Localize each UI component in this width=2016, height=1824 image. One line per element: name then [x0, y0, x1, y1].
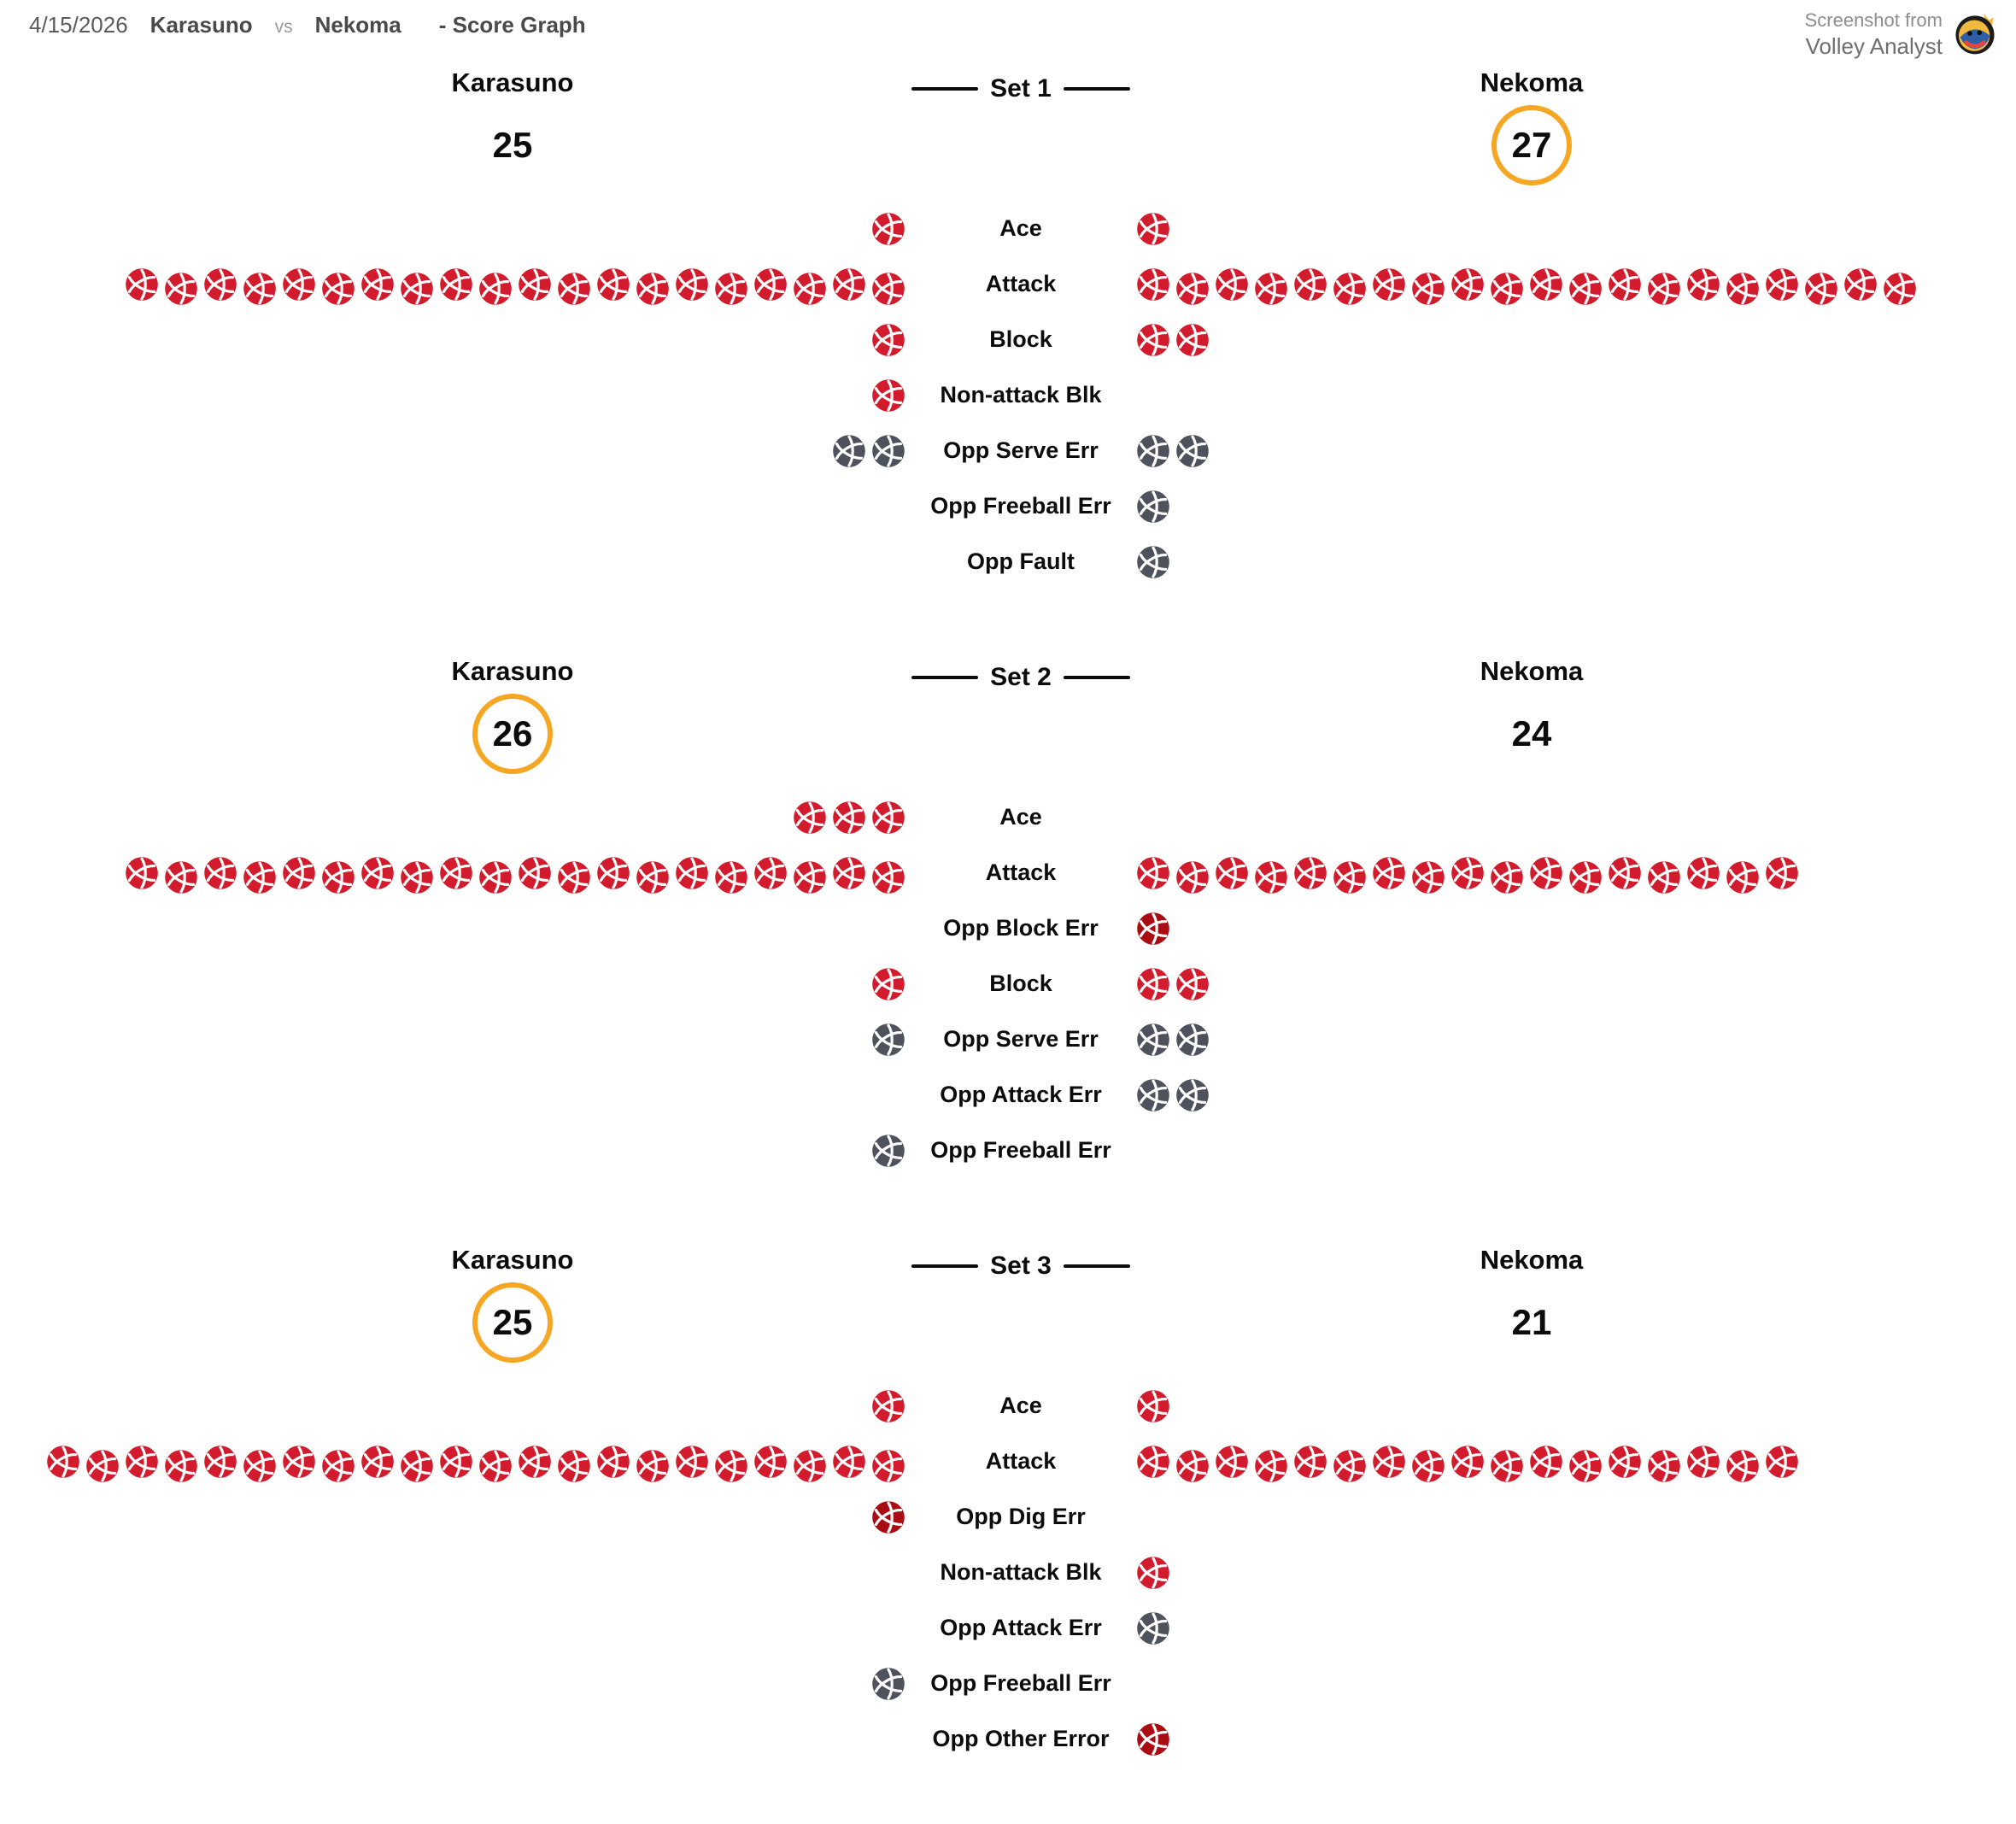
away-balls — [1136, 267, 1999, 302]
away-team-block — [1100, 1245, 1963, 1363]
volleyball-icon — [282, 1445, 316, 1479]
volleyball-icon — [871, 378, 905, 413]
volleyball-icon — [1175, 323, 1210, 357]
volleyball-icon — [400, 272, 434, 306]
stat-row — [17, 1656, 1999, 1711]
volleyball-icon — [871, 1449, 905, 1483]
volleyball-icon — [1136, 1445, 1170, 1479]
volleyball-icon — [1529, 1445, 1563, 1479]
set-header — [17, 656, 1999, 774]
watermark-line2: Volley Analyst — [1805, 32, 1943, 59]
stat-row — [17, 1067, 1999, 1123]
stat-label: Non-attack Blk — [940, 382, 1102, 408]
away-team-score-winner: 27 — [1491, 105, 1572, 185]
home-balls — [17, 212, 905, 246]
away-balls — [1136, 1389, 1999, 1423]
volleyball-icon — [596, 267, 630, 302]
volleyball-icon — [203, 1445, 237, 1479]
volleyball-icon — [832, 267, 866, 302]
volleyball-icon — [1372, 856, 1406, 890]
volleyball-icon — [1215, 856, 1249, 890]
volleyball-icon — [793, 801, 827, 835]
stat-rows — [17, 201, 1999, 589]
volleyball-icon — [1254, 272, 1288, 306]
away-team-score: 24 — [1511, 713, 1552, 754]
volleyball-icon — [871, 434, 905, 468]
volleyball-icon — [1293, 1445, 1327, 1479]
away-balls — [1136, 912, 1999, 946]
volleyball-icon — [1686, 1445, 1720, 1479]
away-balls — [1136, 212, 1999, 246]
header-home-team: Karasuno — [149, 12, 253, 38]
volleyball-icon — [400, 1449, 434, 1483]
stat-row — [17, 534, 1999, 589]
volleyball-icon — [125, 1445, 159, 1479]
stat-label: Ace — [999, 215, 1042, 241]
stat-row — [17, 256, 1999, 312]
volleyball-icon — [1136, 545, 1170, 579]
volleyball-icon — [675, 1445, 709, 1479]
volleyball-icon — [1765, 856, 1799, 890]
volleyball-icon — [557, 1449, 591, 1483]
stat-row — [17, 789, 1999, 845]
home-balls — [17, 267, 905, 302]
volleyball-icon — [518, 267, 552, 302]
volleyball-icon — [832, 801, 866, 835]
home-balls — [17, 1389, 905, 1423]
stat-row — [17, 900, 1999, 956]
volleyball-icon — [1568, 1449, 1603, 1483]
volleyball-icon — [636, 1449, 670, 1483]
away-team-score: 21 — [1511, 1302, 1552, 1342]
volleyball-icon — [1293, 856, 1327, 890]
stat-row — [17, 1600, 1999, 1656]
volleyball-icon — [400, 860, 434, 894]
home-balls — [17, 967, 905, 1001]
volleyball-icon — [1490, 1449, 1524, 1483]
volleyball-icon — [793, 860, 827, 894]
volleyball-icon — [203, 856, 237, 890]
vs-label: vs — [274, 17, 293, 37]
volleyball-icon — [1333, 1449, 1367, 1483]
volleyball-icon — [1804, 272, 1838, 306]
volleyball-icon — [518, 1445, 552, 1479]
volleyball-icon — [1175, 860, 1210, 894]
volleyball-icon — [596, 1445, 630, 1479]
volleyball-icon — [596, 856, 630, 890]
set-section — [17, 1245, 1999, 1767]
home-team-name: Karasuno — [451, 656, 574, 686]
volleyball-icon — [125, 267, 159, 302]
volleyball-icon — [518, 856, 552, 890]
stat-label: Attack — [985, 271, 1057, 296]
home-balls — [17, 378, 905, 413]
stat-row — [17, 845, 1999, 900]
volleyball-icon — [1333, 860, 1367, 894]
volleyball-icon — [1686, 267, 1720, 302]
stat-label: Block — [989, 971, 1052, 996]
home-team-score: 25 — [492, 125, 533, 165]
home-balls — [17, 434, 905, 468]
volleyball-icon — [1765, 267, 1799, 302]
stat-label: Opp Serve Err — [943, 1026, 1099, 1052]
volleyball-icon — [282, 856, 316, 890]
home-team-score-winner: 25 — [472, 1282, 553, 1363]
away-balls — [1136, 545, 1999, 579]
volleyball-icon — [1136, 1078, 1170, 1112]
volleyball-icon — [203, 267, 237, 302]
volleyball-icon — [360, 856, 395, 890]
volleyball-icon — [1608, 1445, 1642, 1479]
volleyball-icon — [1372, 1445, 1406, 1479]
stat-label: Opp Fault — [967, 548, 1075, 574]
volleyball-icon — [557, 860, 591, 894]
set-label-text: Set 1 — [990, 74, 1052, 103]
volleyball-icon — [636, 860, 670, 894]
volleyball-icon — [1843, 267, 1878, 302]
volleyball-icon — [1136, 1611, 1170, 1645]
match-date: 4/15/2026 — [29, 12, 128, 38]
away-team-name: Nekoma — [1480, 656, 1584, 686]
away-balls — [1136, 323, 1999, 357]
volleyball-icon — [871, 1023, 905, 1057]
stat-row — [17, 312, 1999, 367]
stat-row — [17, 1434, 1999, 1489]
volleyball-icon — [1136, 1023, 1170, 1057]
volleyball-icon — [1529, 856, 1563, 890]
volley-analyst-logo-icon — [1953, 12, 1997, 56]
volleyball-icon — [1254, 860, 1288, 894]
volleyball-icon — [714, 1449, 748, 1483]
home-balls — [17, 1667, 905, 1701]
stat-label: Opp Freeball Err — [930, 1670, 1111, 1696]
stat-label: Ace — [999, 1393, 1042, 1418]
home-team-score-winner: 26 — [472, 694, 553, 774]
stat-row — [17, 1378, 1999, 1434]
volleyball-icon — [1175, 1023, 1210, 1057]
volleyball-icon — [125, 856, 159, 890]
volleyball-icon — [1411, 860, 1445, 894]
stat-row — [17, 956, 1999, 1012]
volleyball-icon — [1136, 323, 1170, 357]
away-balls — [1136, 856, 1999, 890]
away-balls — [1136, 1611, 1999, 1645]
volleyball-icon — [675, 856, 709, 890]
stat-rows — [17, 1378, 1999, 1767]
volleyball-icon — [1883, 272, 1917, 306]
stat-rows — [17, 789, 1999, 1178]
volleyball-icon — [1490, 272, 1524, 306]
volleyball-icon — [832, 856, 866, 890]
volleyball-icon — [360, 1445, 395, 1479]
volleyball-icon — [1215, 1445, 1249, 1479]
volleyball-icon — [1136, 912, 1170, 946]
volleyball-icon — [1175, 434, 1210, 468]
volleyball-icon — [871, 1134, 905, 1168]
set-label-text: Set 3 — [990, 1252, 1052, 1280]
set-section — [17, 67, 1999, 589]
volleyball-icon — [243, 272, 277, 306]
volleyball-icon — [1175, 272, 1210, 306]
volleyball-icon — [1450, 856, 1485, 890]
volleyball-icon — [871, 860, 905, 894]
stat-row — [17, 201, 1999, 256]
volleyball-icon — [1136, 967, 1170, 1001]
volleyball-icon — [1608, 267, 1642, 302]
volleyball-icon — [1686, 856, 1720, 890]
volleyball-icon — [1450, 267, 1485, 302]
volleyball-icon — [871, 1500, 905, 1534]
stat-label: Opp Dig Err — [956, 1504, 1086, 1529]
home-balls — [17, 323, 905, 357]
volleyball-icon — [1450, 1445, 1485, 1479]
volleyball-icon — [1175, 967, 1210, 1001]
stat-row — [17, 1711, 1999, 1767]
set-header — [17, 1245, 1999, 1363]
home-balls — [17, 801, 905, 835]
stat-row — [17, 1489, 1999, 1545]
sets-container — [17, 67, 1999, 1767]
home-balls — [17, 1134, 905, 1168]
home-balls — [17, 856, 905, 890]
stat-label: Ace — [999, 804, 1042, 830]
away-balls — [1136, 1078, 1999, 1112]
volleyball-icon — [164, 272, 198, 306]
stat-row — [17, 423, 1999, 478]
away-team-block — [1100, 656, 1963, 774]
volleyball-icon — [1490, 860, 1524, 894]
stat-row — [17, 367, 1999, 423]
volleyball-icon — [832, 1445, 866, 1479]
set-header — [17, 67, 1999, 185]
volleyball-icon — [871, 967, 905, 1001]
volleyball-icon — [164, 860, 198, 894]
volleyball-icon — [1568, 860, 1603, 894]
volleyball-icon — [321, 860, 355, 894]
volleyball-icon — [164, 1449, 198, 1483]
home-balls — [17, 1500, 905, 1534]
away-balls — [1136, 1722, 1999, 1757]
stat-label: Opp Freeball Err — [930, 493, 1111, 519]
volleyball-icon — [243, 1449, 277, 1483]
volleyball-icon — [832, 434, 866, 468]
stat-label: Opp Freeball Err — [930, 1137, 1111, 1163]
volleyball-icon — [1136, 1722, 1170, 1757]
away-team-name: Nekoma — [1480, 67, 1584, 97]
volleyball-icon — [321, 1449, 355, 1483]
volleyball-icon — [793, 272, 827, 306]
volleyball-icon — [1293, 267, 1327, 302]
volleyball-icon — [1175, 1078, 1210, 1112]
volleyball-icon — [1136, 267, 1170, 302]
stat-label: Opp Other Error — [932, 1726, 1110, 1751]
watermark — [1805, 9, 1997, 60]
volleyball-icon — [714, 272, 748, 306]
set-label-text: Set 2 — [990, 663, 1052, 691]
stat-label: Opp Block Err — [943, 915, 1099, 941]
volleyball-icon — [871, 1667, 905, 1701]
volleyball-icon — [1726, 1449, 1760, 1483]
volleyball-icon — [871, 1389, 905, 1423]
away-balls — [1136, 490, 1999, 524]
stat-label: Opp Attack Err — [940, 1615, 1102, 1640]
volleyball-icon — [636, 272, 670, 306]
volleyball-icon — [1726, 860, 1760, 894]
volleyball-icon — [1647, 860, 1681, 894]
volleyball-icon — [1372, 267, 1406, 302]
stat-row — [17, 1012, 1999, 1067]
home-team-block — [68, 656, 957, 774]
volleyball-icon — [1136, 1556, 1170, 1590]
volleyball-icon — [1136, 856, 1170, 890]
home-team-name: Karasuno — [451, 67, 574, 97]
volleyball-icon — [439, 856, 473, 890]
volleyball-icon — [871, 212, 905, 246]
volleyball-icon — [871, 272, 905, 306]
volleyball-icon — [793, 1449, 827, 1483]
volleyball-icon — [1647, 1449, 1681, 1483]
away-team-name: Nekoma — [1480, 1245, 1584, 1275]
watermark-line1: Screenshot from — [1804, 9, 1943, 31]
volleyball-icon — [478, 272, 513, 306]
volleyball-icon — [1333, 272, 1367, 306]
home-balls — [17, 1023, 905, 1057]
home-team-block — [68, 67, 957, 185]
stat-label: Opp Serve Err — [943, 437, 1099, 463]
away-balls — [1136, 1023, 1999, 1057]
volleyball-icon — [557, 272, 591, 306]
volleyball-icon — [478, 1449, 513, 1483]
volleyball-icon — [675, 267, 709, 302]
volleyball-icon — [1254, 1449, 1288, 1483]
page-title: - Score Graph — [438, 12, 586, 38]
volleyball-icon — [1411, 272, 1445, 306]
stat-label: Block — [989, 326, 1052, 352]
home-team-name: Karasuno — [451, 1245, 574, 1275]
volleyball-icon — [753, 856, 788, 890]
volleyball-icon — [1726, 272, 1760, 306]
volleyball-icon — [321, 272, 355, 306]
stat-label: Attack — [985, 859, 1057, 885]
away-balls — [1136, 967, 1999, 1001]
volleyball-icon — [1529, 267, 1563, 302]
volleyball-icon — [1765, 1445, 1799, 1479]
page-header — [17, 0, 1999, 38]
volleyball-icon — [1136, 434, 1170, 468]
stat-row — [17, 1123, 1999, 1178]
home-team-block — [68, 1245, 957, 1363]
volleyball-icon — [753, 1445, 788, 1479]
away-balls — [1136, 1556, 1999, 1590]
volleyball-icon — [871, 801, 905, 835]
volleyball-icon — [1136, 1389, 1170, 1423]
header-away-team: Nekoma — [314, 12, 401, 38]
volleyball-icon — [243, 860, 277, 894]
stat-row — [17, 478, 1999, 534]
volleyball-icon — [46, 1445, 80, 1479]
volleyball-icon — [1568, 272, 1603, 306]
volleyball-icon — [1175, 1449, 1210, 1483]
volleyball-icon — [1136, 212, 1170, 246]
away-team-block — [1100, 67, 1963, 185]
volleyball-icon — [439, 267, 473, 302]
stat-label: Opp Attack Err — [940, 1082, 1102, 1107]
volleyball-icon — [478, 860, 513, 894]
volleyball-icon — [1215, 267, 1249, 302]
volleyball-icon — [753, 267, 788, 302]
stat-row — [17, 1545, 1999, 1600]
volleyball-icon — [714, 860, 748, 894]
away-balls — [1136, 434, 1999, 468]
stat-label: Non-attack Blk — [940, 1559, 1102, 1585]
home-balls — [17, 1445, 905, 1479]
volleyball-icon — [1411, 1449, 1445, 1483]
volleyball-icon — [439, 1445, 473, 1479]
set-section — [17, 656, 1999, 1178]
away-balls — [1136, 1445, 1999, 1479]
volleyball-icon — [1136, 490, 1170, 524]
volleyball-icon — [85, 1449, 120, 1483]
stat-label: Attack — [985, 1448, 1057, 1474]
volleyball-icon — [1608, 856, 1642, 890]
volleyball-icon — [1647, 272, 1681, 306]
volleyball-icon — [871, 323, 905, 357]
volleyball-icon — [282, 267, 316, 302]
volleyball-icon — [360, 267, 395, 302]
